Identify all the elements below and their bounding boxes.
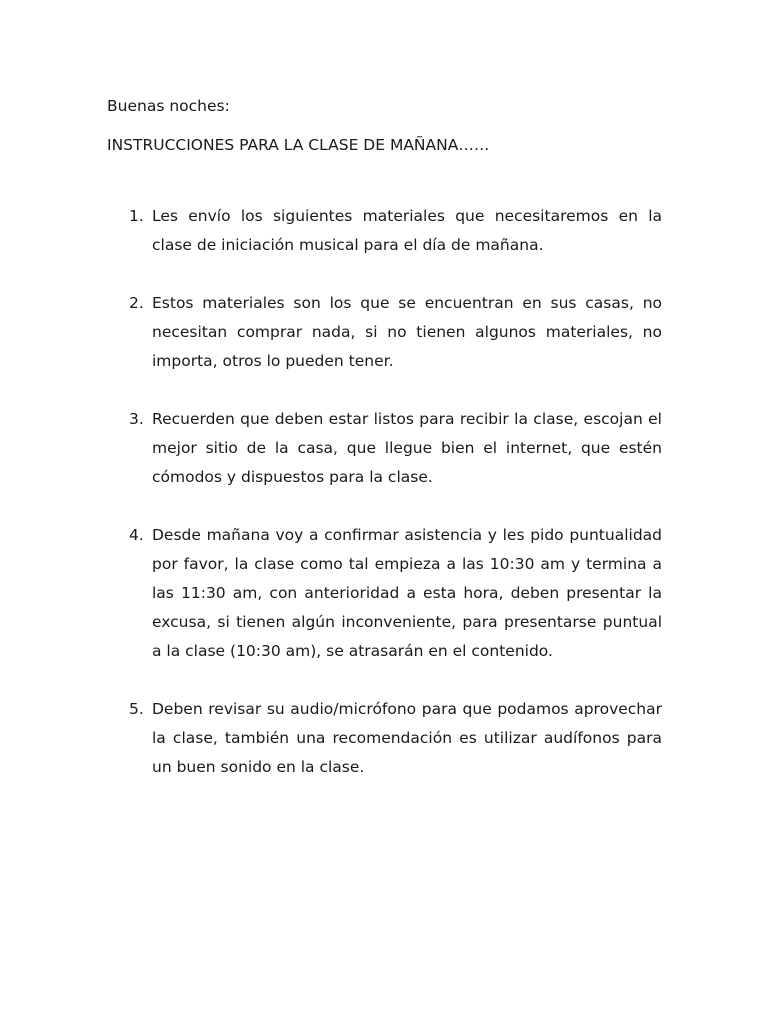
list-item-text: Les envío los siguientes materiales que necesitaremos en la clase de iniciación musical para el día de mañana. — [152, 207, 662, 254]
list-item-number: 4. — [129, 526, 144, 544]
instructions-list — [107, 202, 662, 811]
list-item-number: 3. — [129, 410, 144, 428]
list-item-number: 2. — [129, 294, 144, 312]
document-heading: INSTRUCCIONES PARA LA CLASE DE MAÑANA…… — [107, 136, 490, 154]
list-item — [107, 695, 662, 782]
list-item — [107, 405, 662, 492]
list-item — [107, 521, 662, 666]
list-item — [107, 202, 662, 260]
greeting-text: Buenas noches: — [107, 97, 230, 115]
list-item — [107, 289, 662, 376]
list-item-number: 5. — [129, 700, 144, 718]
list-item-text: Recuerden que deben estar listos para recibir la clase, escojan el mejor sitio de la casa, que llegue bien el internet, que estén cómodos y dispuestos para la clase. — [152, 410, 662, 486]
list-item-text: Estos materiales son los que se encuentran en sus casas, no necesitan comprar nada, si no tienen algunos materiales, no importa, otros lo pueden tener. — [152, 294, 662, 370]
list-item-text: Deben revisar su audio/micrófono para que podamos aprovechar la clase, también una recomendación es utilizar audífonos para un buen sonido en la clase. — [152, 700, 662, 776]
list-item-text: Desde mañana voy a confirmar asistencia y les pido puntualidad por favor, la clase como tal empieza a las 10:30 am y termina a las 11:30 am, con anterioridad a esta hora, deben presentar la excusa, si tienen algún inconveniente, para presentarse puntual a la clase (10:30 am), se atrasarán en el contenido. — [152, 526, 662, 660]
list-item-number: 1. — [129, 207, 144, 225]
